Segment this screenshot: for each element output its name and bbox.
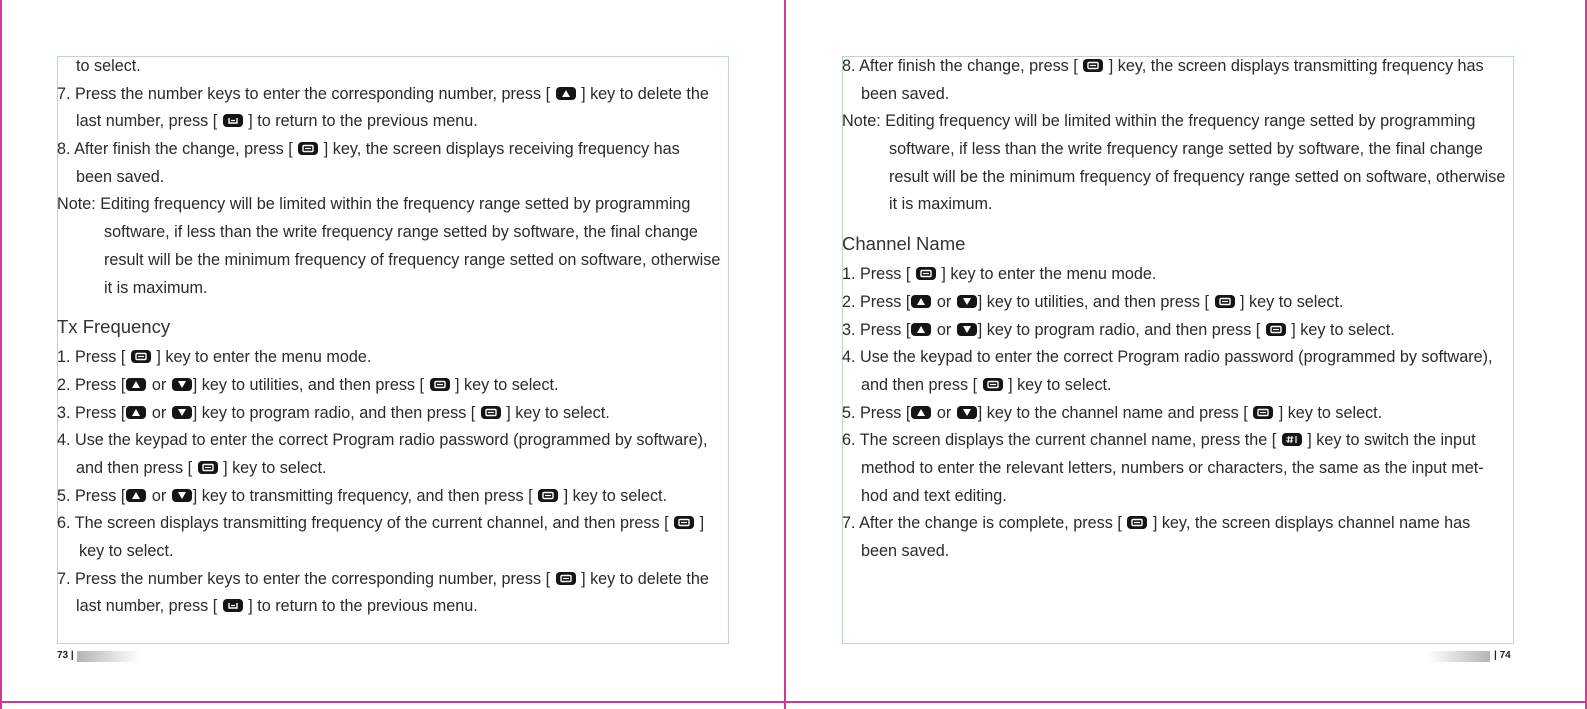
text-line	[842, 510, 1505, 538]
menu-key-icon	[298, 142, 318, 155]
text-line	[842, 400, 1505, 428]
text-run: or	[147, 403, 171, 422]
back-key-icon	[223, 599, 243, 612]
text-run: ] key to transmitting frequency, and then press [	[192, 486, 538, 505]
text-run: ] key to delete the	[576, 84, 709, 103]
text-run: been saved.	[861, 542, 950, 560]
text-run: 5. Press [	[842, 403, 911, 422]
text-run: method to enter the relevant letters, numbers or characters, the same as the input met-	[861, 458, 1484, 477]
text-run: 1. Press [	[842, 265, 915, 284]
text-run: 8. After finish the change, press [	[842, 57, 1083, 75]
text-run: ] to return to the previous menu.	[243, 597, 478, 616]
text-line	[842, 164, 1505, 192]
left-page	[0, 0, 790, 709]
down-key-icon	[172, 378, 192, 391]
page-number: | 74	[1494, 650, 1511, 661]
text-run: last number, press [	[76, 112, 222, 131]
menu-key-icon	[1127, 516, 1147, 529]
text-run: 3. Press [	[57, 403, 126, 422]
text-line	[842, 108, 1505, 136]
text-run: ] key to the channel name and press [	[977, 403, 1253, 422]
text-run: last number, press [	[76, 597, 222, 616]
menu-key-icon	[131, 350, 151, 363]
text-line	[842, 191, 1505, 219]
back-key-icon	[223, 114, 243, 127]
text-run: 8. After finish the change, press [	[57, 140, 298, 159]
text-line	[57, 81, 720, 109]
up-key-icon	[911, 406, 931, 419]
text-run: or	[932, 320, 956, 339]
menu-key-icon	[198, 461, 218, 474]
text-run: ] key to select.	[450, 375, 559, 394]
text-line	[57, 191, 720, 219]
text-run: it is maximum.	[889, 195, 993, 214]
text-run: 7. After the change is complete, press [	[842, 514, 1127, 533]
text-line	[57, 372, 720, 400]
up-key-icon	[126, 406, 146, 419]
down-key-icon	[957, 323, 977, 336]
text-run: ] key to utilities, and then press [	[977, 292, 1214, 311]
text-line	[842, 344, 1505, 372]
text-run: and then press [	[861, 375, 982, 394]
text-run: ] key to select.	[1286, 320, 1395, 339]
section-spacer	[57, 302, 720, 310]
up-key-icon	[911, 295, 931, 308]
menu-key-icon	[1083, 59, 1103, 72]
menu-key-icon	[538, 489, 558, 502]
text-run: result will be the minimum frequency of frequency range setted on software, otherwise	[889, 167, 1506, 186]
text-line	[57, 538, 720, 566]
text-run: ] key, the screen displays channel name has	[1148, 514, 1471, 533]
text-line	[57, 164, 720, 192]
text-line	[57, 400, 720, 428]
text-line	[57, 219, 720, 247]
text-run: result will be the minimum frequency of frequency range setted on software, otherwise	[104, 250, 721, 269]
footer-gradient-bar	[77, 651, 139, 662]
right-page	[794, 0, 1584, 709]
text-run: Note: Editing frequency will be limited within the frequency range setted by programming	[842, 112, 1476, 131]
menu-key-icon	[916, 267, 936, 280]
text-run: ] key to select.	[218, 458, 327, 477]
text-run: ] to return to the previous menu.	[243, 112, 478, 131]
text-line	[57, 53, 720, 81]
text-line	[842, 81, 1505, 109]
text-run: ] key to select.	[501, 403, 610, 422]
text-line	[57, 455, 720, 483]
text-run: Note: Editing frequency will be limited within the frequency range setted by programming	[57, 195, 691, 214]
text-line	[842, 289, 1505, 317]
down-key-icon	[172, 406, 192, 419]
text-line	[842, 427, 1505, 455]
text-run: software, if less than the write frequency range setted by software, the final change	[889, 140, 1483, 159]
left-page-content	[57, 53, 720, 621]
page-number: 73 |	[57, 650, 74, 661]
section-heading: Tx Frequency	[57, 316, 171, 338]
text-run: software, if less than the write frequency range setted by software, the final change	[104, 223, 698, 242]
text-line	[57, 108, 720, 136]
text-line	[842, 372, 1505, 400]
text-line	[842, 483, 1505, 511]
text-line	[57, 593, 720, 621]
text-run: ] key to select.	[1235, 292, 1344, 311]
text-run: key to select.	[79, 542, 174, 560]
text-run: been saved.	[76, 167, 165, 186]
text-line	[842, 261, 1505, 289]
text-run: 6. The screen displays the current channel name, press the [	[842, 431, 1281, 450]
up-key-icon	[911, 323, 931, 336]
up-key-icon	[126, 378, 146, 391]
text-run: and then press [	[76, 458, 197, 477]
text-line	[57, 510, 720, 538]
right-page-content	[842, 53, 1505, 566]
menu-key-icon	[1253, 406, 1273, 419]
text-run: ] key to select.	[1274, 403, 1383, 422]
text-run: ] key to program radio, and then press [	[192, 403, 480, 422]
menu-key-icon	[1215, 295, 1235, 308]
text-run: to select.	[76, 57, 141, 75]
text-run: been saved.	[861, 84, 950, 103]
up-key-icon	[556, 87, 576, 100]
menu-key-icon	[481, 406, 501, 419]
menu-key-icon	[430, 378, 450, 391]
text-run: 6. The screen displays transmitting frequency of the current channel, and then press [	[57, 514, 674, 533]
text-run: or	[147, 486, 171, 505]
menu-key-icon	[556, 572, 576, 585]
text-run: 4. Use the keypad to enter the correct Program radio password (programmed by software),	[842, 348, 1493, 367]
menu-key-icon	[1266, 323, 1286, 336]
text-run: ] key to select.	[559, 486, 668, 505]
text-run: 4. Use the keypad to enter the correct Program radio password (programmed by software),	[57, 431, 708, 450]
text-line	[57, 566, 720, 594]
hash-key-icon	[1282, 433, 1302, 446]
text-line	[842, 455, 1505, 483]
text-line	[842, 538, 1505, 566]
down-key-icon	[957, 295, 977, 308]
text-line	[57, 427, 720, 455]
text-line	[842, 136, 1505, 164]
text-run: ] key to enter the menu mode.	[151, 348, 372, 367]
text-line	[842, 317, 1505, 345]
text-run: ] key to program radio, and then press [	[977, 320, 1265, 339]
text-run: ] key, the screen displays transmitting frequency has	[1104, 57, 1484, 75]
text-run: 2. Press [	[842, 292, 911, 311]
text-run: or	[932, 292, 956, 311]
text-run: ] key to enter the menu mode.	[936, 265, 1157, 284]
text-line	[57, 344, 720, 372]
text-run: ] key to delete the	[576, 569, 709, 588]
menu-key-icon	[983, 378, 1003, 391]
text-line	[57, 275, 720, 303]
text-run: ]	[695, 514, 705, 533]
text-run: ] key to utilities, and then press [	[192, 375, 429, 394]
text-run: ] key, the screen displays receiving frequency has	[319, 140, 680, 159]
text-run: 7. Press the number keys to enter the corresponding number, press [	[57, 84, 555, 103]
text-run: 5. Press [	[57, 486, 126, 505]
menu-key-icon	[674, 516, 694, 529]
text-run: or	[147, 375, 171, 394]
up-key-icon	[126, 489, 146, 502]
text-run: 7. Press the number keys to enter the corresponding number, press [	[57, 569, 555, 588]
text-line	[57, 136, 720, 164]
footer-gradient-bar	[1428, 651, 1490, 662]
section-spacer	[842, 219, 1505, 227]
text-run: 1. Press [	[57, 348, 130, 367]
section-heading: Channel Name	[842, 233, 966, 255]
text-line	[57, 483, 720, 511]
text-run: it is maximum.	[104, 278, 208, 297]
text-line	[57, 247, 720, 275]
text-line	[842, 53, 1505, 81]
text-run: hod and text editing.	[861, 486, 1007, 505]
text-run: 3. Press [	[842, 320, 911, 339]
text-run: ] key to select.	[1003, 375, 1112, 394]
down-key-icon	[172, 489, 192, 502]
text-run: ] key to switch the input	[1302, 431, 1476, 450]
down-key-icon	[957, 406, 977, 419]
text-run: 2. Press [	[57, 375, 126, 394]
text-run: or	[932, 403, 956, 422]
